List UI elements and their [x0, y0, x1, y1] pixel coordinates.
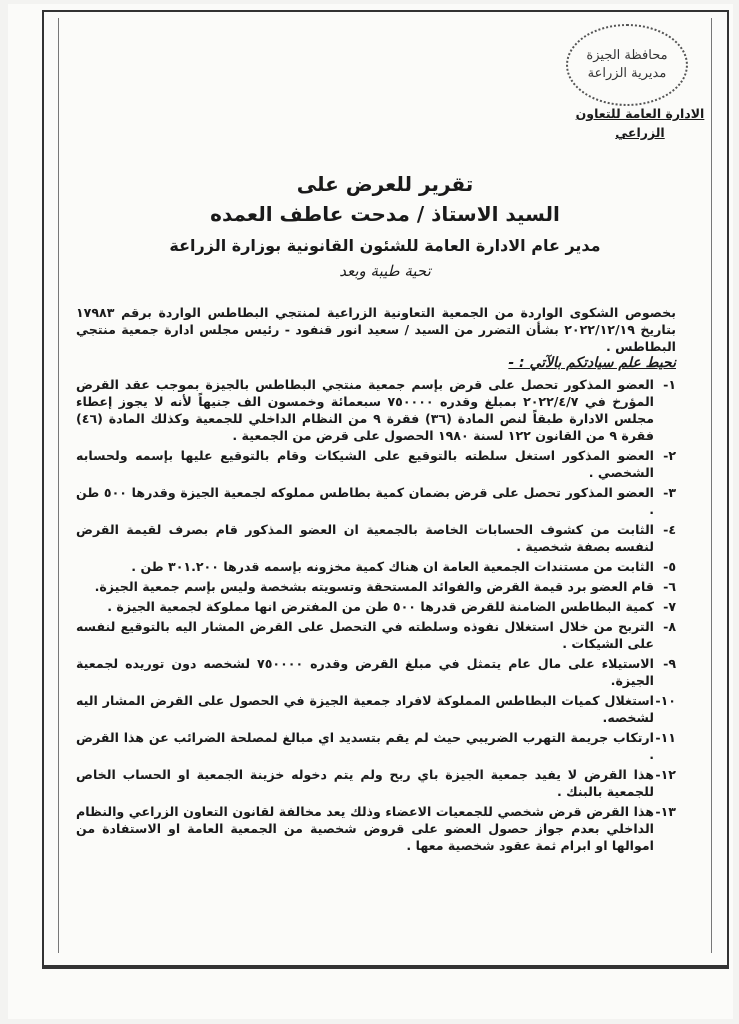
item-text: كمية البطاطس الضامنة للقرض قدرها ٥٠٠ طن من المفترض انها مملوكة لجمعية الجيزة . — [107, 599, 654, 614]
item-text: ارتكاب جريمة التهرب الضريبي حيث لم يقم بتسديد اي مبالغ لمصلحة الضرائب عن هذا القرض . — [76, 730, 654, 762]
list-item — [76, 655, 676, 689]
list-item — [76, 598, 676, 615]
item-text: العضو المذكور تحصل على قرض بضمان كمية بطاطس مملوكه لجمعية الجيزة وقدرها ٥٠٠ طن . — [76, 485, 654, 517]
item-text: التربح من خلال استغلال نفوذه وسلطته في التحصل على القرض المشار اليه بالتوقيع لنفسه على الشيكات . — [76, 619, 654, 651]
item-number: ١- — [663, 377, 676, 392]
department-header — [565, 104, 715, 142]
report-title: تقرير للعرض على — [296, 172, 474, 196]
item-number: ٩- — [663, 656, 676, 671]
item-number: ٦- — [663, 579, 676, 594]
seal-ring — [566, 24, 688, 106]
item-number: ٥- — [663, 559, 676, 574]
recipient-name: السيد الاستاذ / مدحت عاطف العمده — [210, 202, 560, 226]
item-text: هذا القرض قرض شخصي للجمعيات الاعضاء وذلك يعد مخالفة لقانون التعاون الزراعي والنظام الداخلي بعدم جواز حصول العضو على قروض شخصية من الجمعية العامة او الاستفادة من اموالها او ابرام ثمة عقود شخصية معها . — [76, 804, 654, 853]
item-number: ١١- — [655, 730, 676, 745]
seal-line-2: مديرية الزراعة — [587, 66, 667, 81]
item-number: ٤- — [663, 522, 676, 537]
item-number: ٨- — [663, 619, 676, 634]
list-item — [76, 692, 676, 726]
report-body — [76, 304, 676, 857]
item-text: العضو المذكور استغل سلطته بالتوقيع على الشيكات وقام بالتوقيع عليها بإسمه ولحسابه الشخصي . — [76, 448, 654, 480]
item-text: هذا القرض لا يفيد جمعية الجيزة باي ربح ولم يتم دخوله خزينة الجمعية او الحساب الخاص للجمعية بالبنك . — [76, 767, 654, 799]
list-item — [76, 558, 676, 575]
list-item — [76, 803, 676, 854]
item-number: ١٢- — [655, 767, 676, 782]
recipient-position: مدير عام الادارة العامة للشئون القانونية بوزارة الزراعة — [169, 236, 601, 255]
item-text: العضو المذكور تحصل على قرض بإسم جمعية منتجي البطاطس بالجيزة بموجب عقد القرض المؤرخ في ٢٠٢٢/٤/٧ بمبلغ وقدره ٧٥٠٠٠٠ سبعمائة وخمسون الف جنيهاً لأنه لا يجوز إعطاء مجلس الادارة طبقاً لنص المادة (٣٦) فقرة ٩ من النظام الداخلي للجمعية وكذلك المادة (٤٦) فقرة ٩ من القانون ١٢٢ لسنة ١٩٨٠ الحصول على قرض من الجمعية . — [76, 377, 655, 443]
list-item — [76, 729, 676, 763]
item-number: ١٠- — [655, 693, 676, 708]
greeting: تحية طيبة وبعد — [339, 262, 431, 280]
list-item — [76, 618, 676, 652]
list-item — [76, 521, 676, 555]
notice-heading: نحيط علم سيادتكم بالآتي : - — [508, 355, 676, 371]
item-text: الثابت من كشوف الحسابات الخاصة بالجمعية ان العضو المذكور قام بصرف لقيمة القرض لنفسه بصفة شخصية . — [76, 522, 654, 554]
list-item — [76, 376, 676, 444]
item-number: ٣- — [663, 485, 676, 500]
item-text: الثابت من مستندات الجمعية العامة ان هناك كمية مخزونه بإسمه قدرها ٣٠١.٢٠٠ طن . — [131, 559, 654, 574]
item-text: قام العضو برد قيمة القرض والفوائد المستحقة وتسويته بشخصة وليس بإسم جمعية الجيزة. — [94, 579, 654, 594]
directorate-seal — [566, 24, 688, 106]
department-line-1: الادارة العامة للتعاون — [575, 106, 705, 121]
intro-paragraph: بخصوص الشكوى الواردة من الجمعية التعاونية الزراعية لمنتجي البطاطس الواردة برقم ١٧٩٨٣ بتاريخ ٢٠٢٢/١٢/١٩ بشأن التضرر من السيد / سعيد انور قنفود - رئيس مجلس ادارة جمعية منتجي البطاطس . — [76, 305, 676, 354]
list-item — [76, 766, 676, 800]
list-item — [76, 578, 676, 595]
item-text: استغلال كميات البطاطس المملوكة لافراد جمعية الجيزة في الحصول على القرض المشار اليه لشخصه. — [76, 693, 654, 725]
item-text: الاستيلاء على مال عام يتمثل في مبلغ القرض وقدره ٧٥٠٠٠٠ لشخصه دون توريده لجمعية الجيزة. — [76, 656, 654, 688]
findings-list — [76, 376, 676, 854]
item-number: ٢- — [663, 448, 676, 463]
item-number: ١٣- — [655, 804, 676, 819]
item-number: ٧- — [663, 599, 676, 614]
seal-line-1: محافظة الجيزة — [586, 48, 668, 63]
department-line-2: الزراعي — [615, 125, 665, 140]
list-item — [76, 484, 676, 518]
list-item — [76, 447, 676, 481]
